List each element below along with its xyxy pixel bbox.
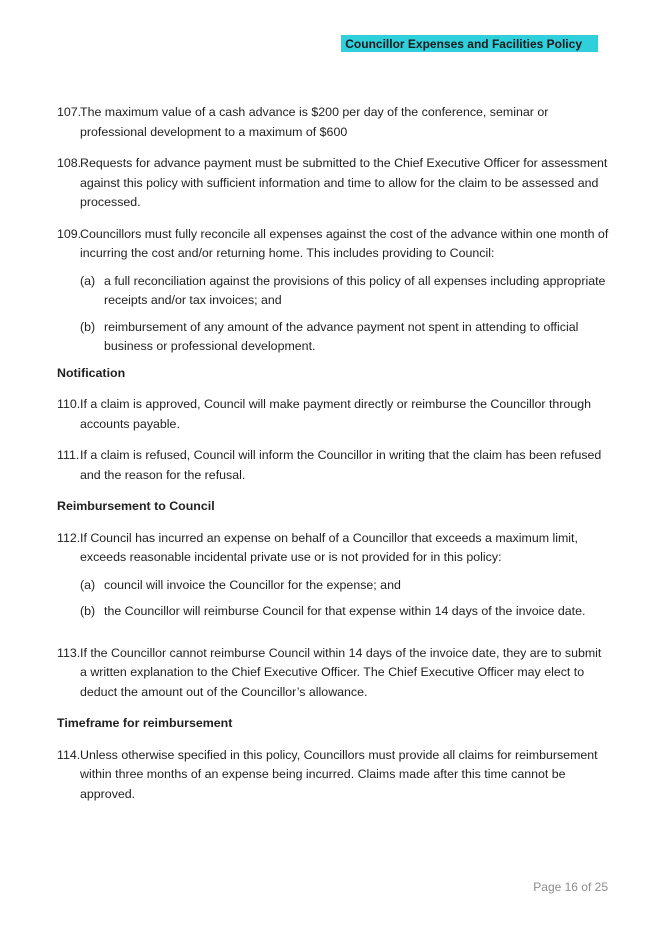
clause-text: The maximum value of a cash advance is $200 per day of the conference, seminar or professional development to a maximum of $600: [80, 105, 549, 139]
clause-text: Unless otherwise specified in this policy, Councillors must provide all claims for reimbursement within three months of an expense being incurred. Claims made after this time cannot be approved.: [80, 747, 598, 801]
clause-number: 107.: [57, 105, 82, 119]
heading-timeframe: Timeframe for reimbursement: [57, 716, 233, 730]
clause-number: 111.: [57, 448, 80, 462]
clause-113: [57, 644, 609, 703]
subclause-text: the Councillor will reimburse Council for that expense within 14 days of the invoice date.: [104, 604, 586, 618]
clause-text: Requests for advance payment must be submitted to the Chief Executive Officer for assessment against this policy with sufficient information and time to allow for the claim to be assessed and processed.: [80, 156, 608, 209]
subclause-label: (a): [80, 273, 96, 288]
subclause-109b: [80, 318, 609, 357]
document-title: Councillor Expenses and Facilities Policy: [345, 36, 582, 51]
clause-107: [57, 103, 609, 142]
clause-number: 109.: [57, 226, 82, 241]
heading-reimbursement: Reimbursement to Council: [57, 499, 215, 513]
clause-text: If a claim is approved, Council will make payment directly or reimburse the Councillor through accounts payable.: [80, 397, 591, 431]
clause-text: If Council has incurred an expense on behalf of a Councillor that exceeds a maximum limit, exceeds reasonable incidental private use or is not provided for in this policy:: [80, 530, 578, 564]
clause-text: Councillors must fully reconcile all expenses against the cost of the advance within one month of incurring the cost and/or returning home. This includes providing to Council:: [80, 226, 609, 260]
clause-110: [57, 395, 609, 434]
subclause-text: a full reconciliation against the provisions of this policy of all expenses including appropriate receipts and/or tax invoices; and: [104, 273, 606, 307]
clause-text: If the Councillor cannot reimburse Council within 14 days of the invoice date, they are to submit a written explanation to the Chief Executive Officer. The Chief Executive Officer may elect to deduct the amount out of the Councillor’s allowance.: [80, 645, 602, 699]
clause-text: If a claim is refused, Council will inform the Councillor in writing that the claim has been refused and the reason for the refusal.: [80, 448, 602, 482]
page-number: Page 16 of 25: [533, 880, 608, 894]
clause-114: [57, 746, 609, 805]
clause-109: [57, 225, 609, 264]
subclause-112b: [80, 602, 609, 622]
header-band: [341, 35, 598, 52]
subclause-text: reimbursement of any amount of the advance payment not spent in attending to official business or professional development.: [104, 319, 579, 353]
page-body: [57, 103, 609, 816]
subclause-112a: [80, 576, 609, 596]
clause-111: [57, 446, 609, 485]
clause-108: [57, 154, 609, 213]
heading-notification: Notification: [57, 365, 126, 380]
clause-number: 113.: [57, 645, 81, 660]
subclause-label: (b): [80, 604, 96, 618]
clause-number: 108.: [57, 156, 82, 170]
subclause-text: council will invoice the Councillor for the expense; and: [104, 577, 401, 592]
clause-number: 114.: [57, 747, 81, 762]
clause-number: 112.: [57, 530, 81, 545]
subclause-label: (b): [80, 319, 96, 334]
clause-112: [57, 529, 609, 568]
clause-number: 110.: [57, 397, 81, 411]
subclause-109a: [80, 272, 609, 311]
subclause-label: (a): [80, 577, 96, 592]
